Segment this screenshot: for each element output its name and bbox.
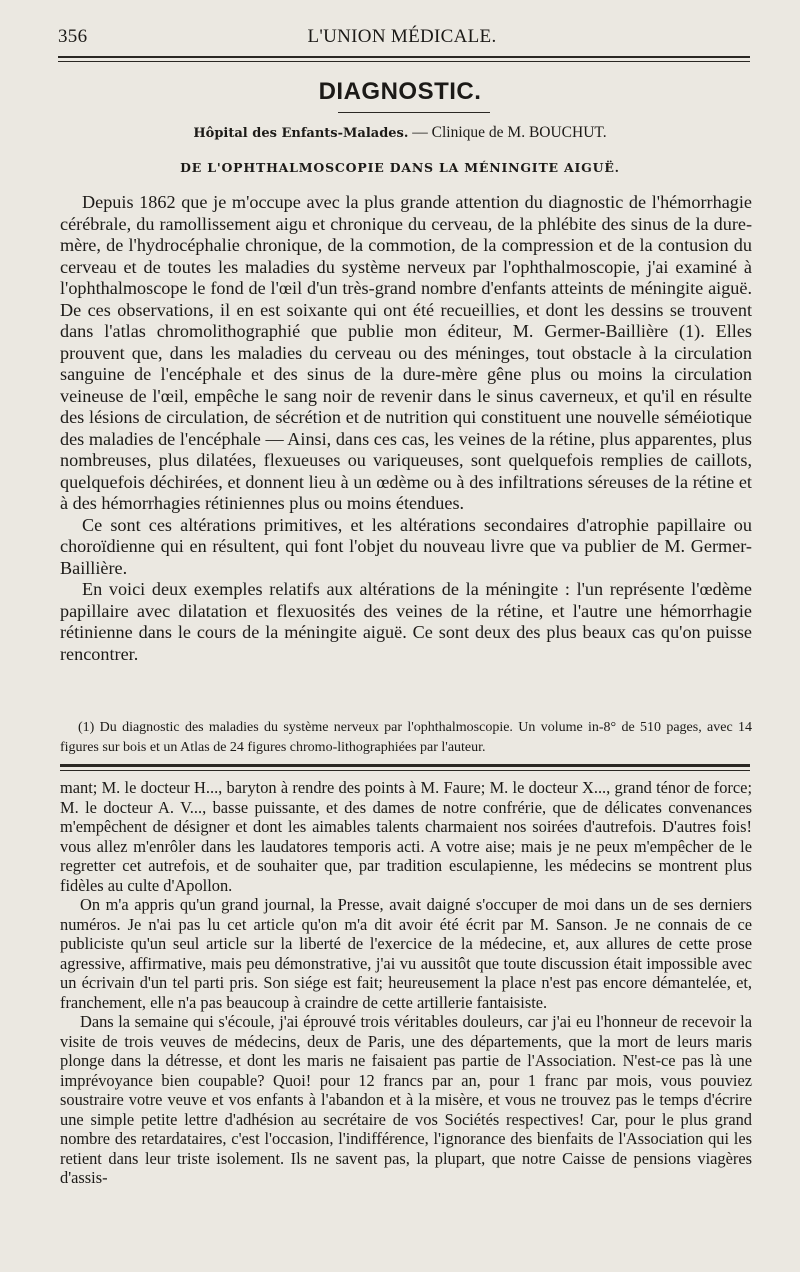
article-subtitle: DE L'OPHTHALMOSCOPIE DANS LA MÉNINGITE AIGUË. bbox=[180, 160, 620, 175]
feuilleton-body bbox=[60, 778, 752, 1188]
footnote-text: (1) Du diagnostic des maladies du système nerveux par l'ophthalmoscopie. Un volume in-8° de 510 pages, avec 14 figures sur bois et un Atlas de 24 figures chromo-lithographiées par l'auteur. bbox=[60, 720, 752, 755]
footnote bbox=[60, 718, 752, 758]
article-body bbox=[60, 192, 752, 665]
article-paragraph: Depuis 1862 que je m'occupe avec la plus grande attention du diagnostic de l'hémorrhagie cérébrale, du ramollissement aigu et chronique du cerveau, de la phlébite des sinus de la dure-mère, de l'hydrocéphalie chronique, de la commotion, de la compression et de la contusion du cerveau et de toutes les maladies du système nerveux par l'ophthalmoscopie, j'ai examiné à l'ophthalmoscope le fond de l'œil d'un très-grand nombre d'enfants atteints de méningite aiguë. De ces observations, il en est soixante qui ont été recueillies, et dont les dessins se trouvent dans l'atlas chromolithographié que publie mon éditeur, M. Germer-Baillière (1). Elles prouvent que, dans les maladies du cerveau ou des méninges, tout obstacle à la circulation sanguine de l'encéphale et des sinus de la dure-mère gêne plus ou moins la circulation veineuse de l'œil, empêche le sang noir de revenir dans le sinus caverneux, et qu'il en résulte des lésions de circulation, de sécrétion et de nutrition qui constituent une nouvelle séméiotique des maladies de l'encéphale — Ainsi, dans ces cas, les veines de la rétine, plus apparentes, plus nombreuses, plus dilatées, flexueuses ou variqueuses, sont quelquefois remplies de caillots, quelquefois déchirées, et donnent lieu à un œdème ou à des infiltrations séreuses de la rétine et à des hémorrhagies rétiniennes plus ou moins étendues. bbox=[60, 192, 752, 513]
article-byline bbox=[0, 124, 800, 142]
feuilleton-paragraph: On m'a appris qu'un grand journal, la Presse, avait daigné s'occuper de moi dans un de ses derniers numéros. Je n'ai pas lu cet article qu'on m'a dit avoir été écrit par M. Sanson. Je ne connais de ce publiciste qu'un seul article sur la liberté de l'exercice de la médecine, et, aux allures de cette prose agressive, affirmative, mais peu démonstrative, j'ai vu aussitôt que toute discussion était impossible avec un écrivain d'un tel parti pris. Son siége est fait; heureusement la place n'est pas encore démantelée, et, franchement, elle n'a pas beaucoup à craindre de cette artillerie fantaisiste. bbox=[60, 895, 752, 1012]
title-rule bbox=[338, 112, 490, 113]
article-paragraph: Ce sont ces altérations primitives, et les altérations secondaires d'atrophie papillaire ou choroïdienne qui en résultent, qui font l'objet du nouveau livre que va publier de M. Germer-Baillière. bbox=[60, 514, 752, 578]
feuilleton-separator-thin bbox=[60, 770, 750, 771]
clinic-name: — Clinique de M. BOUCHUT. bbox=[408, 124, 607, 141]
hospital-name: Hôpital des Enfants-Malades. bbox=[193, 126, 409, 141]
feuilleton-separator bbox=[60, 764, 750, 767]
page-number: 356 bbox=[58, 26, 88, 47]
running-head bbox=[58, 24, 746, 50]
section-title: DIAGNOSTIC. bbox=[318, 78, 482, 105]
journal-title: L'UNION MÉDICALE. bbox=[307, 26, 497, 47]
article-paragraph: En voici deux exemples relatifs aux altérations de la méningite : l'un représente l'œdème papillaire avec dilatation et flexuosités des veines de la rétine, et l'autre une hémorrhagie rétinienne dans le cours de la méningite aiguë. Ce sont deux des plus beaux cas qu'on puisse rencontrer. bbox=[60, 579, 752, 664]
header-rule bbox=[58, 56, 750, 58]
feuilleton-paragraph: Dans la semaine qui s'écoule, j'ai éprouvé trois véritables douleurs, car j'ai eu l'honneur de recevoir la visite de trois veuves de médecins, deux de Paris, une des départements, que la mort de leurs maris plonge dans la détresse, et dont les maris ne faisaient pas partie de l'Association. N'est-ce pas là une imprévoyance bien coupable? Quoi! pour 12 francs par an, pour 1 franc par mois, vous pouviez soustraire votre veuve et vos enfants à l'abandon et à la misère, et vous ne trouvez pas le temps d'écrire une simple petite lettre d'adhésion au secrétaire de vos Sociétés respectives! Car, pour le plus grand nombre des retardataires, c'est l'occasion, l'indifférence, l'ignorance des bienfaits de l'Association qui les retient dans leur triste isolement. Ils ne savent pas, la plupart, que notre Caisse de pensions viagères d'assis- bbox=[60, 1012, 752, 1187]
header-rule-thin bbox=[58, 61, 750, 62]
feuilleton-paragraph: mant; M. le docteur H..., baryton à rendre des points à M. Faure; M. le docteur X..., grand ténor de force; M. le docteur A. V..., basse puissante, et des dames de notre confrérie, que de délicates convenances m'empêchent de désigner et dont les aimables talents charmaient nos soirées d'autrefois. D'autres fois! vous allez m'enrôler dans les laudatores temporis acti. A votre aise; mais je ne peux m'empêcher de le regretter cet autrefois, et de souhaiter que, par tradition esculapienne, les médecins se montrent plus fidèles au culte d'Apollon. bbox=[60, 778, 752, 895]
